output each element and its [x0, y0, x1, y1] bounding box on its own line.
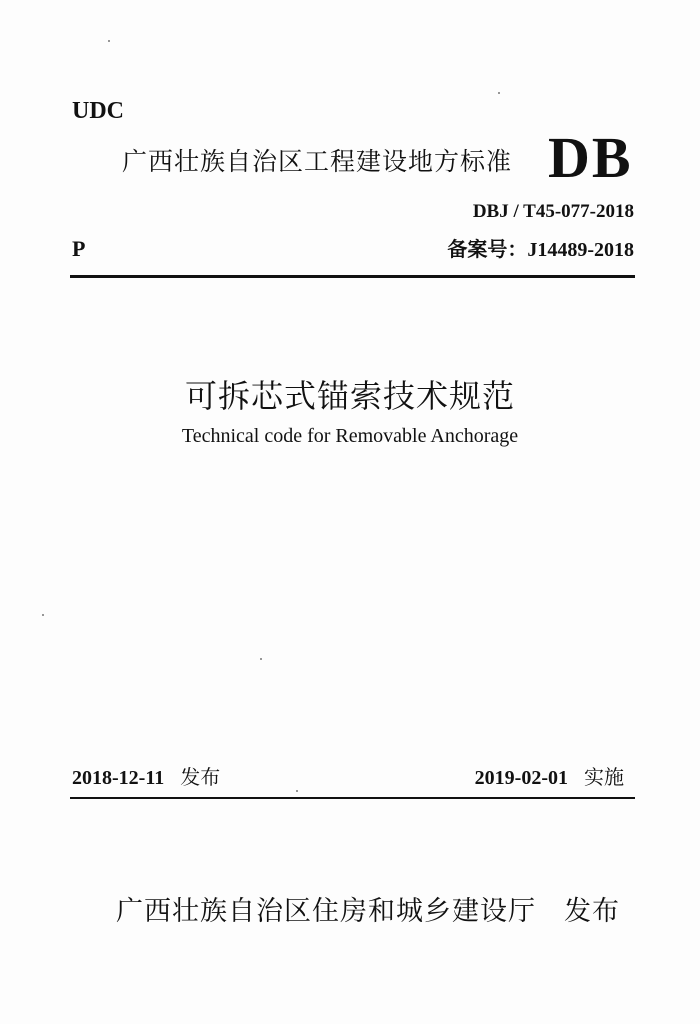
issue-date-block — [72, 761, 220, 790]
scan-speck — [108, 40, 110, 42]
scan-speck — [42, 614, 44, 616]
scan-speck — [498, 92, 500, 94]
classification-letter: P — [72, 236, 86, 261]
issuer-block — [116, 889, 620, 928]
udc-label: UDC — [72, 98, 124, 124]
document-title-english: Technical code for Removable Anchorage — [181, 425, 519, 447]
issuer-name: 广西壮族自治区住房和城乡建设厅 — [116, 896, 536, 927]
effective-date-block — [475, 761, 624, 790]
effective-label: 实施 — [584, 765, 624, 789]
bottom-divider — [70, 797, 635, 799]
issuer-label: 发布 — [564, 896, 620, 927]
issue-date: 2018-12-11 — [72, 767, 165, 789]
effective-date: 2019-02-01 — [474, 767, 568, 789]
record-number: 备案号：J14489-2018 — [447, 239, 634, 261]
document-title-chinese: 可拆芯式锚索技术规范 — [184, 377, 515, 415]
standard-category: 广西壮族自治区工程建设地方标准 — [122, 147, 513, 176]
scan-speck — [260, 658, 262, 660]
db-logo: DB — [548, 125, 633, 190]
standard-code: DBJ / T45-077-2018 — [472, 201, 634, 222]
scan-speck — [296, 790, 298, 792]
top-divider — [70, 275, 635, 278]
issue-label: 发布 — [180, 765, 221, 789]
